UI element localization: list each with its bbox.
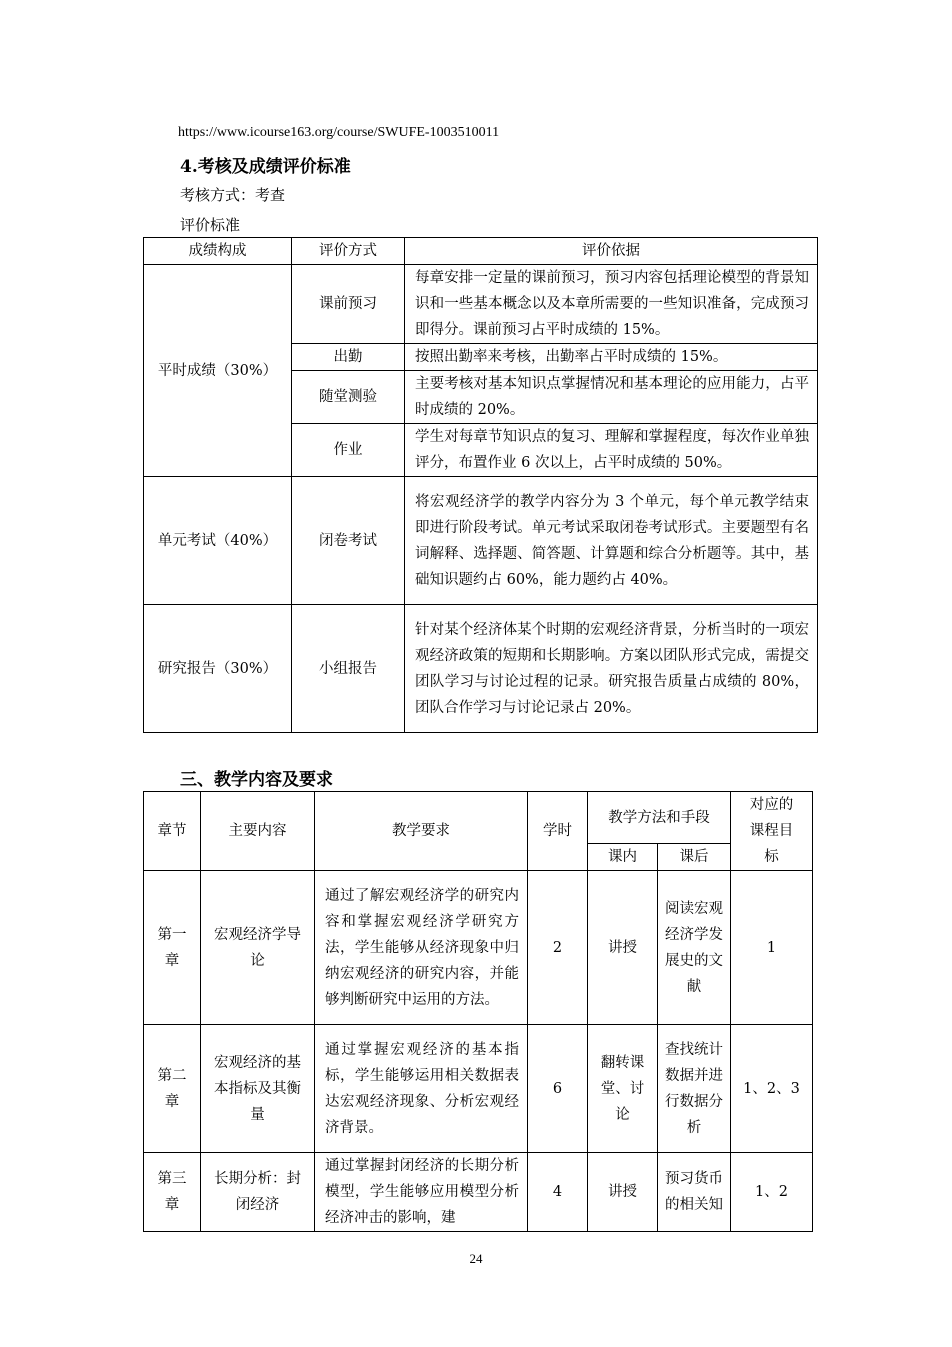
header-content: 主要内容 [201, 792, 315, 871]
method-cell: 闭卷考试 [292, 477, 405, 605]
in-class-cell: 讲授 [588, 1153, 658, 1232]
table-row [144, 265, 818, 344]
after-class-cell: 查找统计数据并进行数据分析 [658, 1025, 731, 1153]
course-url: https://www.icourse163.org/course/SWUFE-1003510011 [178, 125, 500, 140]
table-header-row [144, 238, 818, 265]
table-row [144, 1153, 813, 1232]
method-cell: 小组报告 [292, 605, 405, 733]
header-basis: 评价依据 [405, 238, 818, 265]
objective-cell: 1 [731, 871, 813, 1025]
basis-cell: 每章安排一定量的课前预习，预习内容包括理论模型的背景知识和一些基本概念以及本章所需要的一些知识准备，完成预习即得分。课前预习占平时成绩的 15%。 [405, 265, 818, 344]
header-chapter: 章节 [144, 792, 201, 871]
objective-cell: 1、2 [731, 1153, 813, 1232]
table-row [144, 605, 818, 733]
component-cell: 平时成绩（30%） [144, 265, 292, 477]
basis-cell: 主要考核对基本知识点掌握情况和基本理论的应用能力，占平时成绩的 20%。 [405, 371, 818, 424]
method-cell: 出勤 [292, 344, 405, 371]
table-row [144, 871, 813, 1025]
in-class-cell: 讲授 [588, 871, 658, 1025]
method-cell: 作业 [292, 424, 405, 477]
table-row [144, 1025, 813, 1153]
content-table [143, 791, 813, 1232]
page-number: 24 [469, 1251, 483, 1266]
table-row [144, 477, 818, 605]
chapter-cell: 第一章 [144, 871, 201, 1025]
after-class-cell: 预习货币的相关知 [658, 1153, 731, 1232]
requirement-cell: 通过掌握封闭经济的长期分析模型，学生能够应用模型分析经济冲击的影响，建 [315, 1153, 528, 1232]
content-cell: 长期分析：封闭经济 [201, 1153, 315, 1232]
header-in-class: 课内 [588, 844, 658, 871]
after-class-cell: 阅读宏观经济学发展史的文献 [658, 871, 731, 1025]
header-objective: 对应的课程目标 [731, 792, 813, 871]
basis-cell: 针对某个经济体某个时期的宏观经济背景，分析当时的一项宏观经济政策的短期和长期影响。方案以团队形式完成，需提交团队学习与讨论过程的记录。研究报告质量占成绩的 80%，团队合作学习与讨论记录占 20%。 [405, 605, 818, 733]
header-method-group: 教学方法和手段 [588, 792, 731, 844]
basis-cell: 按照出勤率来考核，出勤率占平时成绩的 15%。 [405, 344, 818, 371]
header-component: 成绩构成 [144, 238, 292, 265]
header-hours: 学时 [528, 792, 588, 871]
content-cell: 宏观经济学导论 [201, 871, 315, 1025]
criteria-label: 评价标准 [180, 216, 241, 234]
header-requirement: 教学要求 [315, 792, 528, 871]
header-method: 评价方式 [292, 238, 405, 265]
objective-cell: 1、2、3 [731, 1025, 813, 1153]
section-heading-content: 三、教学内容及要求 [180, 770, 333, 790]
hours-cell: 2 [528, 871, 588, 1025]
hours-cell: 4 [528, 1153, 588, 1232]
assessment-table [143, 237, 818, 733]
table-header-row [144, 792, 813, 844]
content-cell: 宏观经济的基本指标及其衡量 [201, 1025, 315, 1153]
assessment-method: 考核方式：考查 [180, 186, 286, 204]
header-after-class: 课后 [658, 844, 731, 871]
component-cell: 单元考试（40%） [144, 477, 292, 605]
method-cell: 课前预习 [292, 265, 405, 344]
basis-cell: 学生对每章节知识点的复习、理解和掌握程度，每次作业单独评分，布置作业 6 次以上，占平时成绩的 50%。 [405, 424, 818, 477]
section-heading-assessment: 4.考核及成绩评价标准 [180, 157, 351, 177]
chapter-cell: 第二章 [144, 1025, 201, 1153]
method-cell: 随堂测验 [292, 371, 405, 424]
in-class-cell: 翻转课堂、讨论 [588, 1025, 658, 1153]
hours-cell: 6 [528, 1025, 588, 1153]
chapter-cell: 第三章 [144, 1153, 201, 1232]
basis-cell: 将宏观经济学的教学内容分为 3 个单元，每个单元教学结束即进行阶段考试。单元考试采取闭卷考试形式。主要题型有名词解释、选择题、简答题、计算题和综合分析题等。其中，基础知识题约占 60%，能力题约占 40%。 [405, 477, 818, 605]
requirement-cell: 通过了解宏观经济学的研究内容和掌握宏观经济学研究方法，学生能够从经济现象中归纳宏观经济的研究内容，并能够判断研究中运用的方法。 [315, 871, 528, 1025]
component-cell: 研究报告（30%） [144, 605, 292, 733]
requirement-cell: 通过掌握宏观经济的基本指标，学生能够运用相关数据表达宏观经济现象、分析宏观经济背景。 [315, 1025, 528, 1153]
